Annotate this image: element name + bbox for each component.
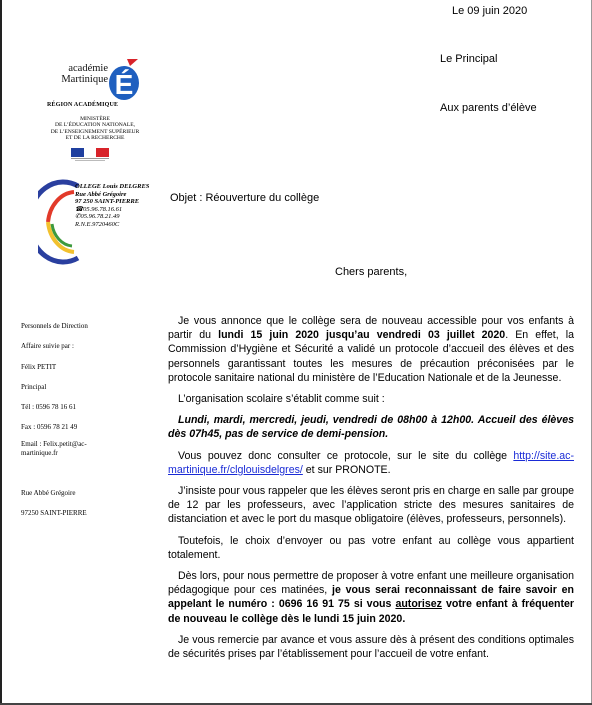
authorize-word: autorisez (395, 598, 442, 611)
sidebar-email: Email : Felix.petit@ac-martinique.fr (21, 440, 87, 457)
text-span: Je vous annonce que le collège sera de nouveau accessible pour vos enfants à partir du (168, 315, 574, 342)
college-site-link[interactable]: http://site.ac-martinique.fr/clglouisdelgres/ (168, 449, 574, 476)
sidebar-city: 97250 SAINT-PIERRE (21, 509, 87, 517)
fax-icon: ✆ (75, 213, 81, 221)
logo-line-academie: académie (68, 63, 108, 74)
contact-request: je vous serai reconnaissant de faire savoir en appelant le numéro : 0696 16 91 75 si vous (168, 584, 574, 611)
logo-letter: É (114, 69, 134, 100)
letter-date: Le 09 juin 2020 (452, 5, 528, 17)
college-phone: 05.96.78.16.61 (83, 205, 123, 213)
sidebar-role: Principal (21, 383, 47, 391)
paragraph-closing: Je vous remercie par avance et vous assure dès à présent des conditions optimales de sécurités prises par l’établissement pour l’accueil de votre enfant. (168, 633, 574, 661)
paragraph-protocol (168, 449, 574, 477)
college-address-block (75, 183, 149, 229)
text-span: Vous pouvez donc consulter ce protocole, sur le site du collège (178, 449, 514, 462)
reopening-dates: lundi 15 juin 2020 jusqu’au vendredi 03 juillet 2020 (218, 329, 506, 342)
sidebar-street: Rue Abbé Grégoire (21, 489, 76, 497)
ministry-line: DE L’ÉDUCATION NATIONALE, (54, 122, 136, 129)
ministry-block (40, 116, 150, 142)
sidebar-direction: Personnels de Direction (21, 322, 88, 330)
sidebar-name: Félix PETIT (21, 363, 57, 371)
ministry-line: ET DE LA RECHERCHE (65, 135, 125, 142)
paragraph-choice: Toutefois, le choix d’envoyer ou pas votre enfant au collège vous appartient totalement. (168, 534, 574, 561)
college-fax: 05.96.78.21.49 (80, 213, 120, 221)
sidebar-fax: Fax : 0596 78 21 49 (21, 423, 78, 431)
ministry-line: DE L’ENSEIGNEMENT SUPÉRIEUR (50, 128, 140, 135)
paragraph-schedule: Lundi, mardi, mercredi, jeudi, vendredi de 08h00 à 12h00. Accueil des élèves dès 07h45, pas de service de demi-pension. (168, 414, 574, 441)
text-span: et sur PRONOTE. (302, 463, 391, 476)
paragraph-organisation: L’organisation scolaire s’établit comme suit : (178, 393, 385, 406)
sidebar-followed-by: Affaire suivie par : (21, 342, 74, 350)
sidebar-tel: Tél : 0596 78 16 61 (21, 403, 77, 411)
region-label: RÉGION ACADÉMIQUE (47, 102, 119, 108)
college-street: Rue Abbé Grégoire (75, 190, 127, 198)
page-left-border (0, 0, 2, 705)
letter-sender: Le Principal (440, 53, 498, 65)
college-name: OLLEGE Louis DELGRES (75, 183, 150, 190)
academy-e-icon (108, 57, 142, 101)
contact-request-end: votre enfant à fréquenter de nouveau le collège dès le lundi 15 juin 2020. (168, 598, 574, 625)
marianne-flag-icon (71, 148, 109, 162)
letter-recipient: Aux parents d’élève (440, 102, 537, 114)
paragraph-supervision: J’insiste pour vous rappeler que les élèves seront pris en charge en salle par groupe de 12 par les professeurs, avec l’application stricte des mesures sanitaires de distanciation et avec le port du masque obligatoire (élèves, professeurs, personnels). (168, 485, 574, 526)
letter-subject: Objet : Réouverture du collège (170, 192, 320, 204)
text-span: . En effet, la Commission d’Hygiène et Sécurité a validé un protocole d’accueil des élèves et des personnels garantissant toutes les mesures de précaution préconisées par le protocole sanitaire national du ministère de l’Education Nationale et de la Jeunesse. (168, 329, 575, 384)
text-span: Dès lors, pour nous permettre de proposer à votre enfant une meilleure organisation pédagogique pour ces matinées, (168, 570, 574, 597)
paragraph-contact (168, 569, 574, 626)
phone-icon: ☎ (75, 205, 84, 213)
paragraph-announcement (168, 314, 574, 385)
ministry-line: MINISTÈRE (80, 116, 110, 122)
college-rne: R.N.E.9720460C (75, 220, 120, 228)
letter-greeting: Chers parents, (335, 266, 408, 278)
academy-logo (38, 63, 108, 85)
logo-line-martinique: Martinique (61, 74, 108, 85)
letter-body (168, 314, 574, 668)
college-city: 97 250 SAINT-PIERRE (75, 198, 140, 206)
